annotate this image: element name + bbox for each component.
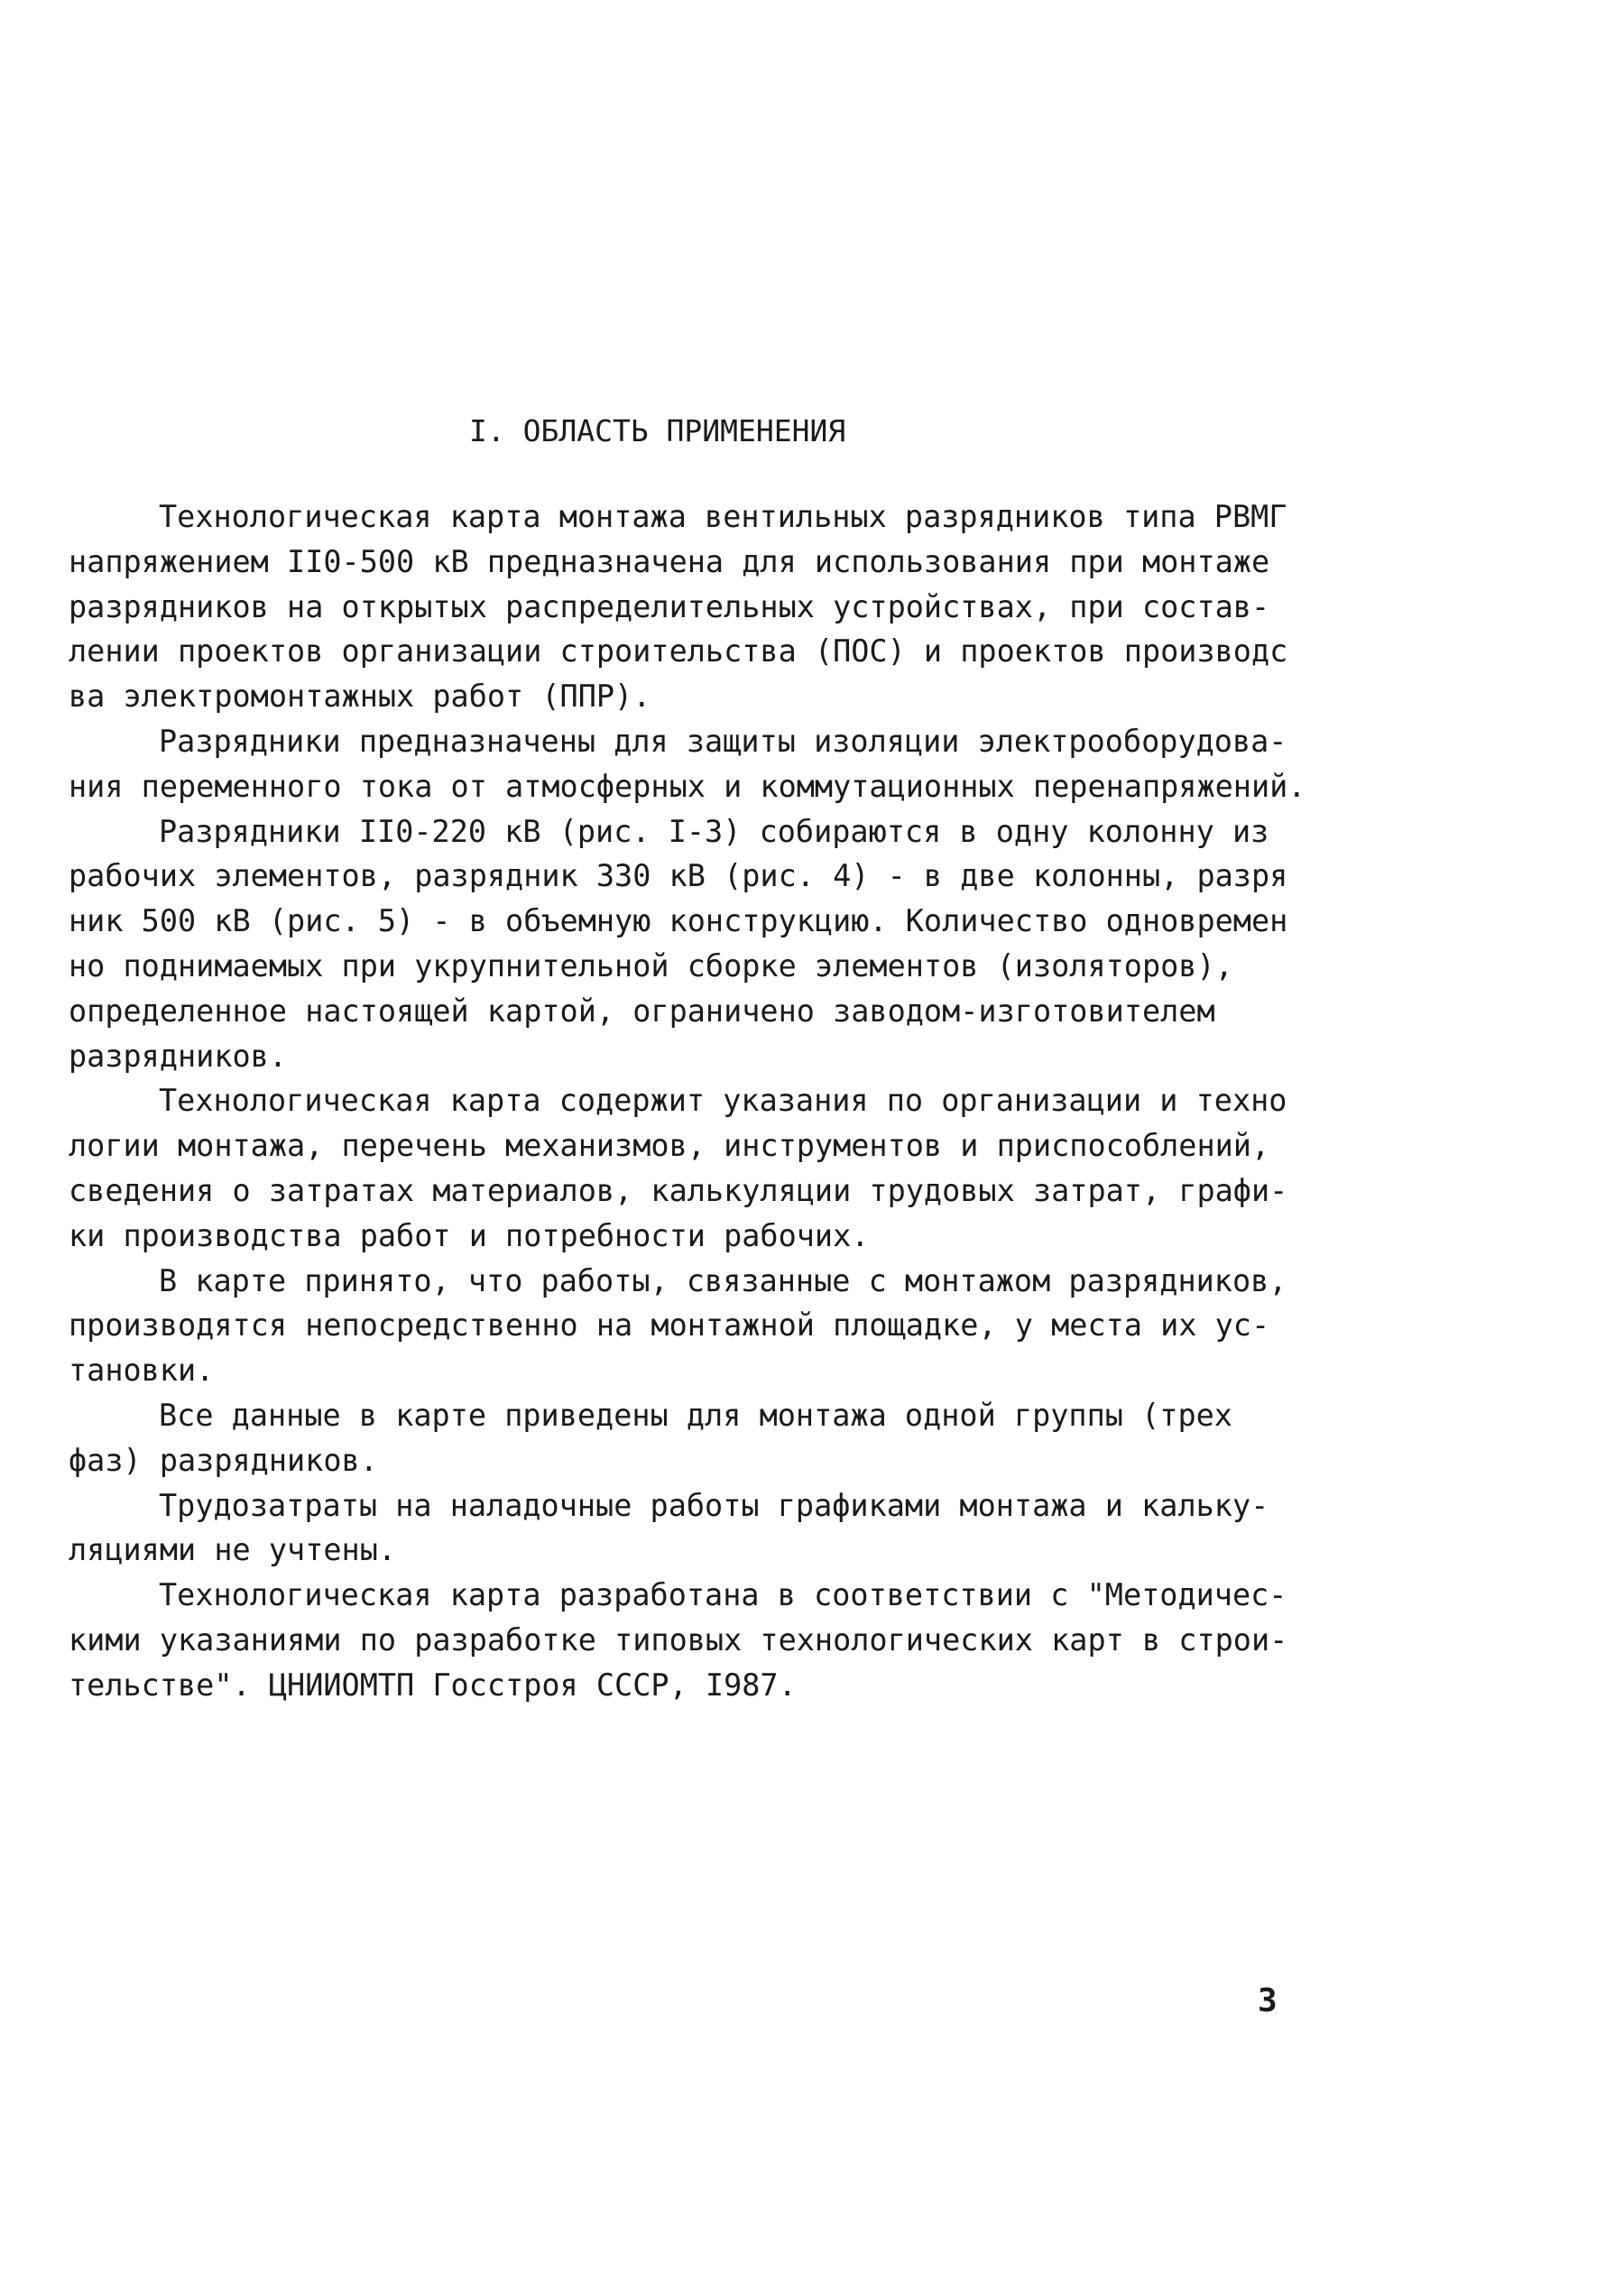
paragraph-first-line: Технологическая карта содержит указания по организации и техно (159, 1083, 1287, 1119)
text-line: ляциями не учтены. (69, 1532, 397, 1568)
text-line: ва электромонтажных работ (ППР). (69, 679, 651, 715)
paragraph-first-line: Разрядники II0-220 кВ (рис. I-3) собираются в одну колонну из (159, 813, 1269, 849)
paragraph-first-line: Разрядники предназначены для защиты изоляции электрооборудова- (159, 723, 1287, 759)
paragraph-first-line: Технологическая карта монтажа вентильных разрядников типа РВМГ (159, 499, 1287, 534)
text-line: разрядников. (69, 1038, 288, 1074)
text-line: кими указаниями по разработке типовых технологических карт в строи- (69, 1621, 1288, 1658)
text-line: рабочих элементов, разрядник 330 кВ (рис. 4) - в две колонны, разря (69, 858, 1288, 894)
text-line: но поднимаемых при укрупнительной сборке элементов (изоляторов), (69, 947, 1233, 984)
body-text (69, 494, 1314, 1708)
text-line: напряжением II0-500 кВ предназначена для использования при монтаже (69, 543, 1270, 579)
page-number: 3 (1258, 1982, 1278, 2019)
text-line: производятся непосредственно на монтажной площадке, у места их ус- (69, 1307, 1270, 1344)
text-line: тановки. (69, 1353, 215, 1389)
text-line: ки производства работ и потребности рабочих. (69, 1217, 870, 1253)
paragraph-first-line: Технологическая карта разработана в соответствии с "Методичес- (159, 1577, 1287, 1613)
text-line: ния переменного тока от атмосферных и коммутационных перенапряжений. (69, 768, 1306, 804)
text-line: ник 500 кВ (рис. 5) - в объемную конструкцию. Количество одновремен (69, 903, 1288, 939)
paragraph-first-line: Все данные в карте приведены для монтажа одной группы (трех (159, 1397, 1232, 1433)
text-line: фаз) разрядников. (69, 1442, 378, 1478)
paragraph-first-line: Трудозатраты на наладочные работы графиками монтажа и кальку- (159, 1487, 1269, 1523)
text-line: определенное настоящей картой, ограничено заводом-изготовителем (69, 993, 1215, 1029)
paragraph-first-line: В карте принято, что работы, связанные с монтажом разрядников, (159, 1262, 1287, 1298)
text-line: логии монтажа, перечень механизмов, инструментов и приспособлений, (69, 1128, 1270, 1164)
text-line: лении проектов организации строительства (ПОС) и проектов производс (69, 633, 1288, 670)
text-line: сведения о затратах материалов, калькуляции трудовых затрат, графи- (69, 1172, 1288, 1208)
text-line: разрядников на открытых распределительных устройствах, при состав- (69, 588, 1270, 624)
text-line: тельстве". ЦНИИОМТП Госстроя СССР, I987. (69, 1667, 797, 1703)
section-title: I. ОБЛАСТЬ ПРИМЕНЕНИЯ (469, 413, 846, 448)
